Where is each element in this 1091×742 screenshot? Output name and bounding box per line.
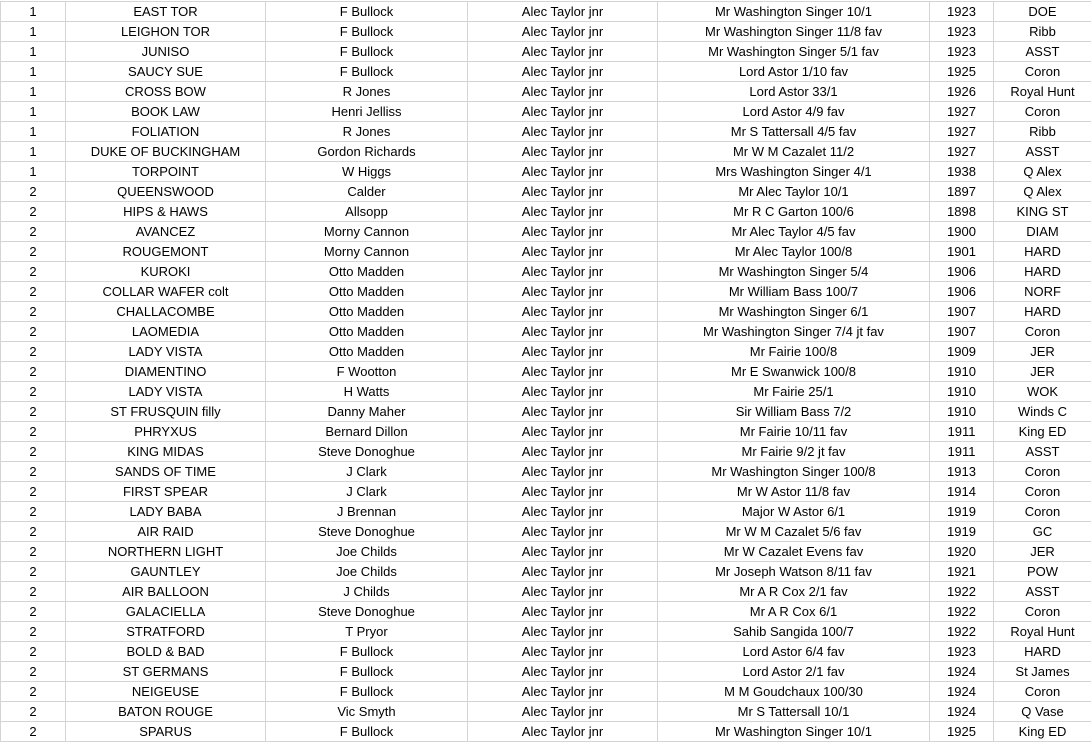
race-cell[interactable]: King ED: [994, 422, 1091, 442]
race-cell[interactable]: Coron: [994, 482, 1091, 502]
year-cell[interactable]: 1900: [930, 222, 994, 242]
jockey-cell[interactable]: J Childs: [266, 582, 468, 602]
trainer-cell[interactable]: Alec Taylor jnr: [468, 182, 658, 202]
trainer-cell[interactable]: Alec Taylor jnr: [468, 22, 658, 42]
owner-odds-cell[interactable]: Mr Washington Singer 7/4 jt fav: [658, 322, 930, 342]
trainer-cell[interactable]: Alec Taylor jnr: [468, 162, 658, 182]
year-cell[interactable]: 1919: [930, 522, 994, 542]
race-cell[interactable]: Ribb: [994, 122, 1091, 142]
owner-odds-cell[interactable]: Mr Washington Singer 11/8 fav: [658, 22, 930, 42]
horse-cell[interactable]: STRATFORD: [66, 622, 266, 642]
year-cell[interactable]: 1923: [930, 2, 994, 22]
position-cell[interactable]: 2: [1, 342, 66, 362]
jockey-cell[interactable]: R Jones: [266, 82, 468, 102]
race-cell[interactable]: HARD: [994, 302, 1091, 322]
trainer-cell[interactable]: Alec Taylor jnr: [468, 82, 658, 102]
race-cell[interactable]: POW: [994, 562, 1091, 582]
race-cell[interactable]: JER: [994, 362, 1091, 382]
year-cell[interactable]: 1922: [930, 602, 994, 622]
position-cell[interactable]: 2: [1, 482, 66, 502]
trainer-cell[interactable]: Alec Taylor jnr: [468, 442, 658, 462]
trainer-cell[interactable]: Alec Taylor jnr: [468, 602, 658, 622]
table-row: [1, 642, 1091, 662]
position-cell[interactable]: 2: [1, 242, 66, 262]
year-cell[interactable]: 1924: [930, 702, 994, 722]
position-cell[interactable]: 2: [1, 522, 66, 542]
race-cell[interactable]: Coron: [994, 462, 1091, 482]
table-row: [1, 622, 1091, 642]
year-cell[interactable]: 1911: [930, 442, 994, 462]
owner-odds-cell[interactable]: Mr W Cazalet Evens fav: [658, 542, 930, 562]
owner-odds-cell[interactable]: Sir William Bass 7/2: [658, 402, 930, 422]
year-cell[interactable]: 1909: [930, 342, 994, 362]
year-cell[interactable]: 1938: [930, 162, 994, 182]
race-cell[interactable]: JER: [994, 542, 1091, 562]
trainer-cell[interactable]: Alec Taylor jnr: [468, 582, 658, 602]
table-row: [1, 242, 1091, 262]
horse-cell[interactable]: GALACIELLA: [66, 602, 266, 622]
trainer-cell[interactable]: Alec Taylor jnr: [468, 362, 658, 382]
owner-odds-cell[interactable]: Mr Fairie 25/1: [658, 382, 930, 402]
table-row: [1, 102, 1091, 122]
trainer-cell[interactable]: Alec Taylor jnr: [468, 642, 658, 662]
year-cell[interactable]: 1906: [930, 282, 994, 302]
owner-odds-cell[interactable]: Lord Astor 33/1: [658, 82, 930, 102]
position-cell[interactable]: 1: [1, 122, 66, 142]
jockey-cell[interactable]: W Higgs: [266, 162, 468, 182]
table-row: [1, 42, 1091, 62]
table-row: [1, 282, 1091, 302]
owner-odds-cell[interactable]: Mr W Astor 11/8 fav: [658, 482, 930, 502]
position-cell[interactable]: 1: [1, 102, 66, 122]
race-cell[interactable]: Coron: [994, 322, 1091, 342]
jockey-cell[interactable]: Morny Cannon: [266, 242, 468, 262]
owner-odds-cell[interactable]: M M Goudchaux 100/30: [658, 682, 930, 702]
year-cell[interactable]: 1907: [930, 302, 994, 322]
race-cell[interactable]: WOK: [994, 382, 1091, 402]
position-cell[interactable]: 2: [1, 222, 66, 242]
year-cell[interactable]: 1924: [930, 662, 994, 682]
trainer-cell[interactable]: Alec Taylor jnr: [468, 482, 658, 502]
year-cell[interactable]: 1901: [930, 242, 994, 262]
owner-odds-cell[interactable]: Lord Astor 4/9 fav: [658, 102, 930, 122]
jockey-cell[interactable]: F Bullock: [266, 42, 468, 62]
horse-cell[interactable]: NORTHERN LIGHT: [66, 542, 266, 562]
position-cell[interactable]: 2: [1, 362, 66, 382]
race-cell[interactable]: DIAM: [994, 222, 1091, 242]
table-row: [1, 602, 1091, 622]
table-row: [1, 582, 1091, 602]
horse-cell[interactable]: ROUGEMONT: [66, 242, 266, 262]
table-row: [1, 262, 1091, 282]
race-cell[interactable]: King ED: [994, 722, 1091, 742]
owner-odds-cell[interactable]: Lord Astor 6/4 fav: [658, 642, 930, 662]
jockey-cell[interactable]: Calder: [266, 182, 468, 202]
trainer-cell[interactable]: Alec Taylor jnr: [468, 502, 658, 522]
trainer-cell[interactable]: Alec Taylor jnr: [468, 102, 658, 122]
horse-cell[interactable]: GAUNTLEY: [66, 562, 266, 582]
position-cell[interactable]: 2: [1, 182, 66, 202]
year-cell[interactable]: 1927: [930, 142, 994, 162]
year-cell[interactable]: 1925: [930, 62, 994, 82]
horse-cell[interactable]: FIRST SPEAR: [66, 482, 266, 502]
position-cell[interactable]: 2: [1, 302, 66, 322]
race-cell[interactable]: GC: [994, 522, 1091, 542]
spreadsheet-table: [0, 1, 1091, 742]
position-cell[interactable]: 2: [1, 402, 66, 422]
table-row: [1, 722, 1091, 742]
owner-odds-cell[interactable]: Mr Fairie 10/11 fav: [658, 422, 930, 442]
race-cell[interactable]: ASST: [994, 42, 1091, 62]
table-row: [1, 562, 1091, 582]
horse-cell[interactable]: TORPOINT: [66, 162, 266, 182]
position-cell[interactable]: 2: [1, 582, 66, 602]
jockey-cell[interactable]: F Bullock: [266, 62, 468, 82]
year-cell[interactable]: 1913: [930, 462, 994, 482]
race-cell[interactable]: Q Alex: [994, 182, 1091, 202]
table-row: [1, 122, 1091, 142]
race-cell[interactable]: Ribb: [994, 22, 1091, 42]
owner-odds-cell[interactable]: Mr Joseph Watson 8/11 fav: [658, 562, 930, 582]
position-cell[interactable]: 1: [1, 62, 66, 82]
table-row: [1, 2, 1091, 22]
race-cell[interactable]: ASST: [994, 582, 1091, 602]
jockey-cell[interactable]: Otto Madden: [266, 322, 468, 342]
owner-odds-cell[interactable]: Mr Fairie 100/8: [658, 342, 930, 362]
table-row: [1, 422, 1091, 442]
year-cell[interactable]: 1906: [930, 262, 994, 282]
trainer-cell[interactable]: Alec Taylor jnr: [468, 2, 658, 22]
race-cell[interactable]: KING ST: [994, 202, 1091, 222]
race-cell[interactable]: NORF: [994, 282, 1091, 302]
table-row: [1, 182, 1091, 202]
jockey-cell[interactable]: Henri Jelliss: [266, 102, 468, 122]
horse-cell[interactable]: DUKE OF BUCKINGHAM: [66, 142, 266, 162]
year-cell[interactable]: 1926: [930, 82, 994, 102]
table-row: [1, 362, 1091, 382]
owner-odds-cell[interactable]: Mr William Bass 100/7: [658, 282, 930, 302]
trainer-cell[interactable]: Alec Taylor jnr: [468, 722, 658, 742]
position-cell[interactable]: 2: [1, 682, 66, 702]
horse-cell[interactable]: PHRYXUS: [66, 422, 266, 442]
horse-cell[interactable]: DIAMENTINO: [66, 362, 266, 382]
position-cell[interactable]: 2: [1, 602, 66, 622]
jockey-cell[interactable]: F Bullock: [266, 2, 468, 22]
trainer-cell[interactable]: Alec Taylor jnr: [468, 702, 658, 722]
position-cell[interactable]: 2: [1, 562, 66, 582]
table-row: [1, 82, 1091, 102]
trainer-cell[interactable]: Alec Taylor jnr: [468, 262, 658, 282]
owner-odds-cell[interactable]: Mrs Washington Singer 4/1: [658, 162, 930, 182]
race-cell[interactable]: Royal Hunt: [994, 82, 1091, 102]
jockey-cell[interactable]: F Bullock: [266, 722, 468, 742]
table-row: [1, 382, 1091, 402]
owner-odds-cell[interactable]: Mr E Swanwick 100/8: [658, 362, 930, 382]
table-row: [1, 322, 1091, 342]
trainer-cell[interactable]: Alec Taylor jnr: [468, 62, 658, 82]
year-cell[interactable]: 1921: [930, 562, 994, 582]
owner-odds-cell[interactable]: Mr Washington Singer 5/1 fav: [658, 42, 930, 62]
owner-odds-cell[interactable]: Mr Washington Singer 6/1: [658, 302, 930, 322]
trainer-cell[interactable]: Alec Taylor jnr: [468, 622, 658, 642]
jockey-cell[interactable]: F Wootton: [266, 362, 468, 382]
horse-cell[interactable]: BATON ROUGE: [66, 702, 266, 722]
race-cell[interactable]: Royal Hunt: [994, 622, 1091, 642]
table-row: [1, 202, 1091, 222]
race-cell[interactable]: Coron: [994, 502, 1091, 522]
position-cell[interactable]: 1: [1, 142, 66, 162]
year-cell[interactable]: 1919: [930, 502, 994, 522]
table-row: [1, 702, 1091, 722]
year-cell[interactable]: 1914: [930, 482, 994, 502]
year-cell[interactable]: 1911: [930, 422, 994, 442]
owner-odds-cell[interactable]: Major W Astor 6/1: [658, 502, 930, 522]
year-cell[interactable]: 1897: [930, 182, 994, 202]
horse-cell[interactable]: NEIGEUSE: [66, 682, 266, 702]
jockey-cell[interactable]: Vic Smyth: [266, 702, 468, 722]
owner-odds-cell[interactable]: Mr Alec Taylor 4/5 fav: [658, 222, 930, 242]
table-row: [1, 682, 1091, 702]
trainer-cell[interactable]: Alec Taylor jnr: [468, 682, 658, 702]
year-cell[interactable]: 1898: [930, 202, 994, 222]
trainer-cell[interactable]: Alec Taylor jnr: [468, 282, 658, 302]
horse-cell[interactable]: KUROKI: [66, 262, 266, 282]
trainer-cell[interactable]: Alec Taylor jnr: [468, 382, 658, 402]
race-cell[interactable]: Q Vase: [994, 702, 1091, 722]
horse-cell[interactable]: ST FRUSQUIN filly: [66, 402, 266, 422]
position-cell[interactable]: 2: [1, 662, 66, 682]
position-cell[interactable]: 2: [1, 502, 66, 522]
race-cell[interactable]: ASST: [994, 142, 1091, 162]
trainer-cell[interactable]: Alec Taylor jnr: [468, 302, 658, 322]
position-cell[interactable]: 2: [1, 622, 66, 642]
jockey-cell[interactable]: Danny Maher: [266, 402, 468, 422]
owner-odds-cell[interactable]: Mr Washington Singer 10/1: [658, 2, 930, 22]
jockey-cell[interactable]: Joe Childs: [266, 562, 468, 582]
year-cell[interactable]: 1910: [930, 362, 994, 382]
trainer-cell[interactable]: Alec Taylor jnr: [468, 662, 658, 682]
year-cell[interactable]: 1920: [930, 542, 994, 562]
owner-odds-cell[interactable]: Mr W M Cazalet 11/2: [658, 142, 930, 162]
horse-cell[interactable]: ST GERMANS: [66, 662, 266, 682]
trainer-cell[interactable]: Alec Taylor jnr: [468, 522, 658, 542]
jockey-cell[interactable]: F Bullock: [266, 642, 468, 662]
table-row: [1, 662, 1091, 682]
race-cell[interactable]: St James: [994, 662, 1091, 682]
position-cell[interactable]: 1: [1, 162, 66, 182]
horse-cell[interactable]: HIPS & HAWS: [66, 202, 266, 222]
owner-odds-cell[interactable]: Sahib Sangida 100/7: [658, 622, 930, 642]
year-cell[interactable]: 1910: [930, 382, 994, 402]
horse-cell[interactable]: KING MIDAS: [66, 442, 266, 462]
owner-odds-cell[interactable]: Mr S Tattersall 10/1: [658, 702, 930, 722]
table-row: [1, 462, 1091, 482]
race-cell[interactable]: HARD: [994, 262, 1091, 282]
position-cell[interactable]: 2: [1, 422, 66, 442]
race-cell[interactable]: HARD: [994, 242, 1091, 262]
year-cell[interactable]: 1923: [930, 22, 994, 42]
horse-cell[interactable]: SAUCY SUE: [66, 62, 266, 82]
position-cell[interactable]: 1: [1, 82, 66, 102]
horse-cell[interactable]: SANDS OF TIME: [66, 462, 266, 482]
horse-cell[interactable]: LAOMEDIA: [66, 322, 266, 342]
year-cell[interactable]: 1925: [930, 722, 994, 742]
table-row: [1, 62, 1091, 82]
jockey-cell[interactable]: J Brennan: [266, 502, 468, 522]
jockey-cell[interactable]: R Jones: [266, 122, 468, 142]
race-cell[interactable]: Q Alex: [994, 162, 1091, 182]
horse-cell[interactable]: AVANCEZ: [66, 222, 266, 242]
horse-cell[interactable]: QUEENSWOOD: [66, 182, 266, 202]
jockey-cell[interactable]: Bernard Dillon: [266, 422, 468, 442]
horse-cell[interactable]: EAST TOR: [66, 2, 266, 22]
jockey-cell[interactable]: T Pryor: [266, 622, 468, 642]
jockey-cell[interactable]: F Bullock: [266, 22, 468, 42]
jockey-cell[interactable]: H Watts: [266, 382, 468, 402]
horse-cell[interactable]: CHALLACOMBE: [66, 302, 266, 322]
position-cell[interactable]: 2: [1, 702, 66, 722]
jockey-cell[interactable]: Otto Madden: [266, 282, 468, 302]
position-cell[interactable]: 2: [1, 202, 66, 222]
race-cell[interactable]: Winds C: [994, 402, 1091, 422]
race-cell[interactable]: Coron: [994, 602, 1091, 622]
year-cell[interactable]: 1910: [930, 402, 994, 422]
position-cell[interactable]: 2: [1, 542, 66, 562]
jockey-cell[interactable]: J Clark: [266, 482, 468, 502]
owner-odds-cell[interactable]: Mr A R Cox 2/1 fav: [658, 582, 930, 602]
position-cell[interactable]: 2: [1, 642, 66, 662]
table-row: [1, 482, 1091, 502]
horse-cell[interactable]: FOLIATION: [66, 122, 266, 142]
race-cell[interactable]: HARD: [994, 642, 1091, 662]
year-cell[interactable]: 1922: [930, 582, 994, 602]
jockey-cell[interactable]: Otto Madden: [266, 262, 468, 282]
owner-odds-cell[interactable]: Mr W M Cazalet 5/6 fav: [658, 522, 930, 542]
trainer-cell[interactable]: Alec Taylor jnr: [468, 422, 658, 442]
race-cell[interactable]: Coron: [994, 102, 1091, 122]
horse-cell[interactable]: LADY VISTA: [66, 342, 266, 362]
owner-odds-cell[interactable]: Mr Washington Singer 100/8: [658, 462, 930, 482]
owner-odds-cell[interactable]: Mr Alec Taylor 10/1: [658, 182, 930, 202]
jockey-cell[interactable]: Allsopp: [266, 202, 468, 222]
position-cell[interactable]: 2: [1, 722, 66, 742]
race-cell[interactable]: Coron: [994, 62, 1091, 82]
year-cell[interactable]: 1923: [930, 642, 994, 662]
jockey-cell[interactable]: Morny Cannon: [266, 222, 468, 242]
trainer-cell[interactable]: Alec Taylor jnr: [468, 322, 658, 342]
table-row: [1, 222, 1091, 242]
owner-odds-cell[interactable]: Mr Fairie 9/2 jt fav: [658, 442, 930, 462]
table-row: [1, 502, 1091, 522]
horse-cell[interactable]: AIR RAID: [66, 522, 266, 542]
jockey-cell[interactable]: F Bullock: [266, 662, 468, 682]
year-cell[interactable]: 1907: [930, 322, 994, 342]
position-cell[interactable]: 2: [1, 462, 66, 482]
horse-cell[interactable]: SPARUS: [66, 722, 266, 742]
table-row: [1, 302, 1091, 322]
table-row: [1, 162, 1091, 182]
race-cell[interactable]: DOE: [994, 2, 1091, 22]
position-cell[interactable]: 2: [1, 282, 66, 302]
horse-cell[interactable]: LADY VISTA: [66, 382, 266, 402]
trainer-cell[interactable]: Alec Taylor jnr: [468, 202, 658, 222]
trainer-cell[interactable]: Alec Taylor jnr: [468, 42, 658, 62]
owner-odds-cell[interactable]: Mr A R Cox 6/1: [658, 602, 930, 622]
trainer-cell[interactable]: Alec Taylor jnr: [468, 402, 658, 422]
trainer-cell[interactable]: Alec Taylor jnr: [468, 122, 658, 142]
horse-cell[interactable]: COLLAR WAFER colt: [66, 282, 266, 302]
trainer-cell[interactable]: Alec Taylor jnr: [468, 462, 658, 482]
table-row: [1, 342, 1091, 362]
position-cell[interactable]: 1: [1, 42, 66, 62]
position-cell[interactable]: 1: [1, 2, 66, 22]
position-cell[interactable]: 2: [1, 442, 66, 462]
owner-odds-cell[interactable]: Lord Astor 2/1 fav: [658, 662, 930, 682]
year-cell[interactable]: 1923: [930, 42, 994, 62]
horse-cell[interactable]: AIR BALLOON: [66, 582, 266, 602]
table-body: [1, 2, 1091, 742]
owner-odds-cell[interactable]: Mr R C Garton 100/6: [658, 202, 930, 222]
horse-cell[interactable]: BOOK LAW: [66, 102, 266, 122]
year-cell[interactable]: 1927: [930, 122, 994, 142]
horse-cell[interactable]: CROSS BOW: [66, 82, 266, 102]
owner-odds-cell[interactable]: Mr S Tattersall 4/5 fav: [658, 122, 930, 142]
owner-odds-cell[interactable]: Mr Washington Singer 5/4: [658, 262, 930, 282]
jockey-cell[interactable]: Joe Childs: [266, 542, 468, 562]
jockey-cell[interactable]: Otto Madden: [266, 342, 468, 362]
race-cell[interactable]: Coron: [994, 682, 1091, 702]
horse-cell[interactable]: BOLD & BAD: [66, 642, 266, 662]
horse-cell[interactable]: LADY BABA: [66, 502, 266, 522]
race-cell[interactable]: JER: [994, 342, 1091, 362]
year-cell[interactable]: 1922: [930, 622, 994, 642]
horse-cell[interactable]: LEIGHON TOR: [66, 22, 266, 42]
trainer-cell[interactable]: Alec Taylor jnr: [468, 222, 658, 242]
jockey-cell[interactable]: Steve Donoghue: [266, 442, 468, 462]
jockey-cell[interactable]: Steve Donoghue: [266, 522, 468, 542]
owner-odds-cell[interactable]: Mr Alec Taylor 100/8: [658, 242, 930, 262]
owner-odds-cell[interactable]: Mr Washington Singer 10/1: [658, 722, 930, 742]
table-row: [1, 522, 1091, 542]
trainer-cell[interactable]: Alec Taylor jnr: [468, 242, 658, 262]
owner-odds-cell[interactable]: Lord Astor 1/10 fav: [658, 62, 930, 82]
trainer-cell[interactable]: Alec Taylor jnr: [468, 562, 658, 582]
table-row: [1, 142, 1091, 162]
jockey-cell[interactable]: J Clark: [266, 462, 468, 482]
table-row: [1, 442, 1091, 462]
jockey-cell[interactable]: Gordon Richards: [266, 142, 468, 162]
table-row: [1, 22, 1091, 42]
table-row: [1, 542, 1091, 562]
position-cell[interactable]: 1: [1, 22, 66, 42]
position-cell[interactable]: 2: [1, 262, 66, 282]
table-row: [1, 402, 1091, 422]
trainer-cell[interactable]: Alec Taylor jnr: [468, 342, 658, 362]
year-cell[interactable]: 1927: [930, 102, 994, 122]
trainer-cell[interactable]: Alec Taylor jnr: [468, 142, 658, 162]
position-cell[interactable]: 2: [1, 382, 66, 402]
trainer-cell[interactable]: Alec Taylor jnr: [468, 542, 658, 562]
year-cell[interactable]: 1924: [930, 682, 994, 702]
race-cell[interactable]: ASST: [994, 442, 1091, 462]
jockey-cell[interactable]: Steve Donoghue: [266, 602, 468, 622]
jockey-cell[interactable]: F Bullock: [266, 682, 468, 702]
horse-cell[interactable]: JUNISO: [66, 42, 266, 62]
position-cell[interactable]: 2: [1, 322, 66, 342]
jockey-cell[interactable]: Otto Madden: [266, 302, 468, 322]
